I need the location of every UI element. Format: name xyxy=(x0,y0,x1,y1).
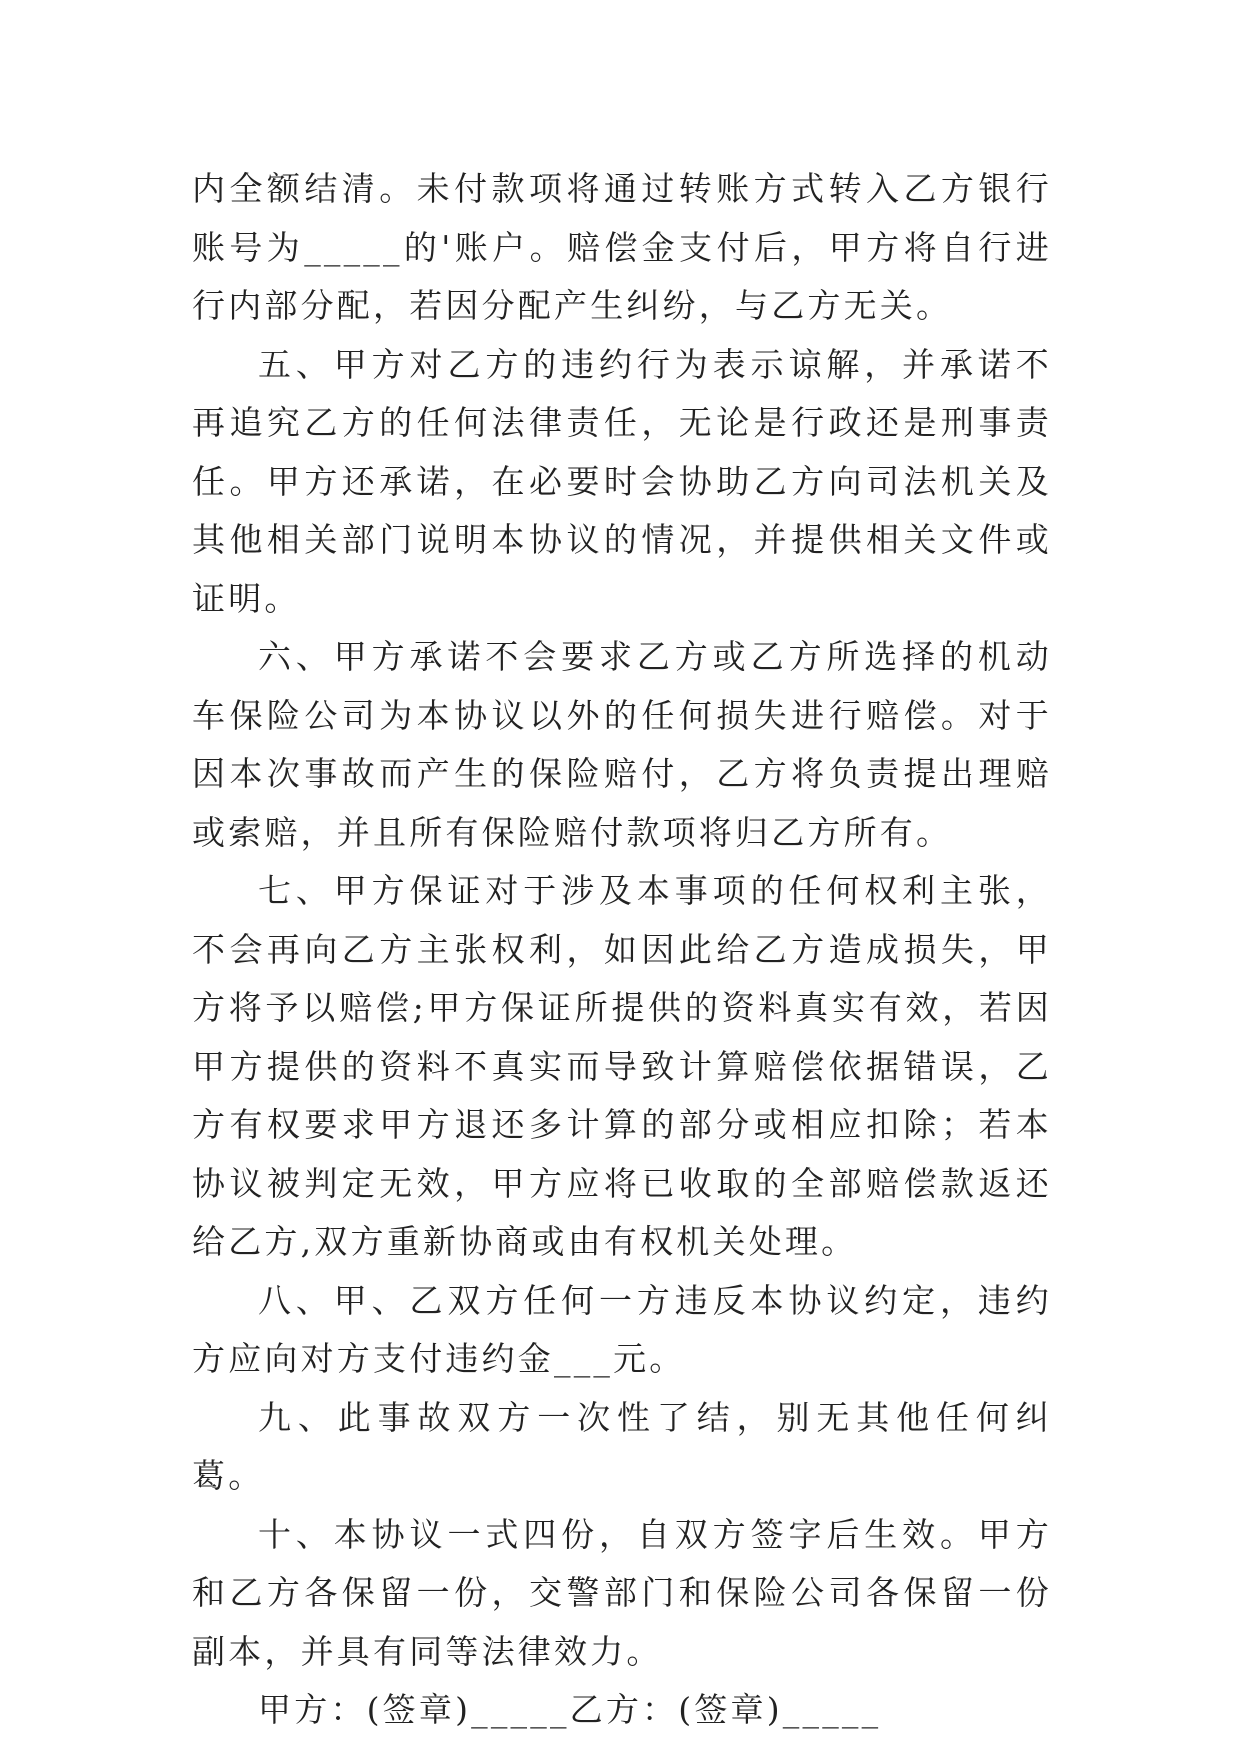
clause-10: 十、本协议一式四份，自双方签字后生效。甲方和乙方各保留一份，交警部门和保险公司各保留一份副本，并具有同等法律效力。 xyxy=(192,1514,1052,1671)
document-body xyxy=(192,160,1052,1740)
clause-6: 六、甲方承诺不会要求乙方或乙方所选择的机动车保险公司为本协议以外的任何损失进行赔偿。对于因本次事故而产生的保险赔付，乙方将负责提出理赔或索赔，并且所有保险赔付款项将归乙方所有。 xyxy=(192,637,1052,852)
clause-7: 七、甲方保证对于涉及本事项的任何权利主张，不会再向乙方主张权利，如因此给乙方造成损失，甲方将予以赔偿;甲方保证所提供的资料真实有效，若因甲方提供的资料不真实而导致计算赔偿依据错误，乙方有权要求甲方退还多计算的部分或相应扣除；若本协议被判定无效，甲方应将已收取的全部赔偿款返还给乙方,双方重新协商或由有权机关处理。 xyxy=(192,871,1052,1261)
clause-5: 五、甲方对乙方的违约行为表示谅解，并承诺不再追究乙方的任何法律责任，无论是行政还是刑事责任。甲方还承诺，在必要时会协助乙方向司法机关及其他相关部门说明本协议的情况，并提供相关文件或证明。 xyxy=(192,344,1052,618)
clause-8: 八、甲、乙双方任何一方违反本协议约定，违约方应向对方支付违约金___元。 xyxy=(192,1280,1052,1378)
signature-line: 甲方：(签章)_____乙方：(签章)_____ xyxy=(258,1690,882,1729)
clause-4-continued: 内全额结清。未付款项将通过转账方式转入乙方银行账号为_____的'账户。赔偿金支付后，甲方将自行进行内部分配，若因分配产生纠纷，与乙方无关。 xyxy=(192,169,1052,325)
clause-9: 九、此事故双方一次性了结，别无其他任何纠葛。 xyxy=(192,1397,1052,1495)
